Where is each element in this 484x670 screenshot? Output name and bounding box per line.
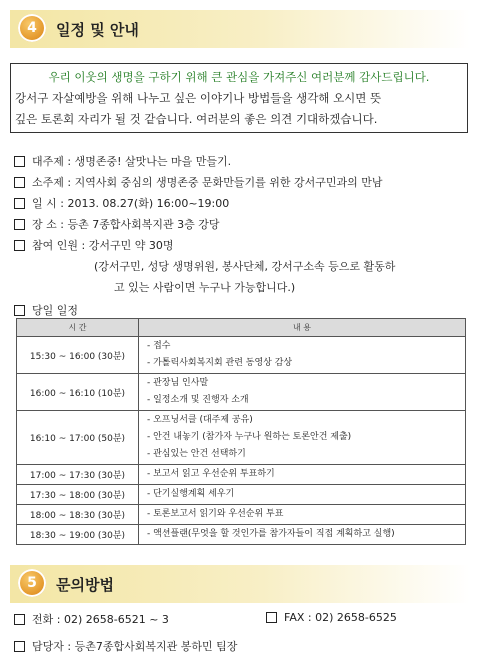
schedule-content-line: - 관심있는 안건 선택하기 <box>147 449 246 459</box>
checkbox-square-icon <box>14 614 25 625</box>
schedule-content-line: - 보고서 읽고 우선순위 투표하기 <box>147 469 275 479</box>
schedule-time-cell: 18:30 ~ 19:00 (30분) <box>17 525 139 545</box>
table-header-content: 내 용 <box>139 319 466 337</box>
contact-person: 담당자 : 등촌7종합사회복지관 봉하민 팀장 <box>14 638 237 654</box>
schedule-time-cell: 16:10 ~ 17:00 (50분) <box>17 411 139 465</box>
info-item-schedule: 당일 일정 <box>14 300 395 321</box>
contact-fax: FAX : 02) 2658-6525 <box>266 611 397 624</box>
section-5-header <box>10 565 470 603</box>
info-list <box>14 151 395 321</box>
schedule-content-cell <box>139 337 466 374</box>
table-row <box>17 337 466 374</box>
table-header-time: 시 간 <box>17 319 139 337</box>
table-row <box>17 505 466 525</box>
section-title: 문의방법 <box>56 576 114 594</box>
table-row <box>17 411 466 465</box>
info-item-subtheme: 소주제 : 지역사회 중심의 생명존중 문화만들기를 위한 강서구민과의 만남 <box>14 172 395 193</box>
table-row <box>17 465 466 485</box>
table-row <box>17 485 466 505</box>
checkbox-square-icon <box>14 305 25 316</box>
schedule-content-line: - 오프닝서클 (대주제 공유) <box>147 415 253 425</box>
participants-detail-2: 고 있는 사람이면 누구나 가능합니다.) <box>114 281 296 294</box>
schedule-content-cell <box>139 374 466 411</box>
participants-detail-1: (강서구민, 성당 생명위원, 봉사단체, 강서구소속 등으로 활동하 <box>94 260 396 273</box>
checkbox-square-icon <box>14 177 25 188</box>
schedule-content-line: - 액션플랜(무엇을 할 것인가를 참가자들이 직접 계획하고 실행) <box>147 529 395 539</box>
notice-box <box>10 63 468 133</box>
checkbox-square-icon <box>14 198 25 209</box>
schedule-time-cell: 17:00 ~ 17:30 (30분) <box>17 465 139 485</box>
schedule-time-cell: 17:30 ~ 18:00 (30분) <box>17 485 139 505</box>
checkbox-square-icon <box>14 641 25 652</box>
schedule-content-cell <box>139 485 466 505</box>
notice-line-2: 강서구 자살예방을 위해 나누고 싶은 이야기나 방법들을 생각해 오시면 뜻 <box>15 91 382 105</box>
checkbox-square-icon <box>14 240 25 251</box>
section-title: 일정 및 안내 <box>56 21 139 39</box>
schedule-content-line: - 접수 <box>147 341 171 351</box>
info-item-theme: 대주제 : 생명존중! 살맛나는 마을 만들기. <box>14 151 395 172</box>
schedule-time-cell: 15:30 ~ 16:00 (30분) <box>17 337 139 374</box>
schedule-content-line: - 토론보고서 읽기와 우선순위 투표 <box>147 509 284 519</box>
notice-line-3: 깊은 토론회 자리가 될 것 같습니다. 여러분의 좋은 의견 기대하겠습니다. <box>15 112 378 126</box>
schedule-content-line: - 일정소개 및 진행자 소개 <box>147 395 249 405</box>
checkbox-square-icon <box>14 156 25 167</box>
schedule-content-line: - 관장님 인사말 <box>147 378 209 388</box>
table-row <box>17 525 466 545</box>
schedule-content-cell <box>139 525 466 545</box>
checkbox-square-icon <box>266 612 277 623</box>
info-item-date: 일 시 : 2013. 08.27(화) 16:00~19:00 <box>14 193 395 214</box>
schedule-content-cell <box>139 465 466 485</box>
section-number-badge: 5 <box>18 569 46 597</box>
schedule-content-line: - 단기실행계획 세우기 <box>147 489 235 499</box>
schedule-content-cell <box>139 411 466 465</box>
notice-line-1: 우리 이웃의 생명을 구하기 위해 큰 관심을 가져주신 여러분께 감사드립니다. <box>48 70 430 84</box>
section-4-header <box>10 10 470 48</box>
info-item-place: 장 소 : 등촌 7종합사회복지관 3층 강당 <box>14 214 395 235</box>
section-number-badge: 4 <box>18 14 46 42</box>
schedule-time-cell: 16:00 ~ 16:10 (10분) <box>17 374 139 411</box>
schedule-content-line: - 안건 내놓기 (참가자 누구나 원하는 토론안건 제출) <box>147 432 352 442</box>
info-item-participants: 참여 인원 : 강서구민 약 30명 <box>14 235 395 256</box>
schedule-content-cell <box>139 505 466 525</box>
schedule-content-line: - 가톨릭사회복지회 관련 동영상 감상 <box>147 358 293 368</box>
table-row <box>17 374 466 411</box>
contact-phone: 전화 : 02) 2658-6521 ~ 3 <box>14 611 169 627</box>
schedule-table <box>16 318 466 545</box>
schedule-time-cell: 18:00 ~ 18:30 (30분) <box>17 505 139 525</box>
checkbox-square-icon <box>14 219 25 230</box>
